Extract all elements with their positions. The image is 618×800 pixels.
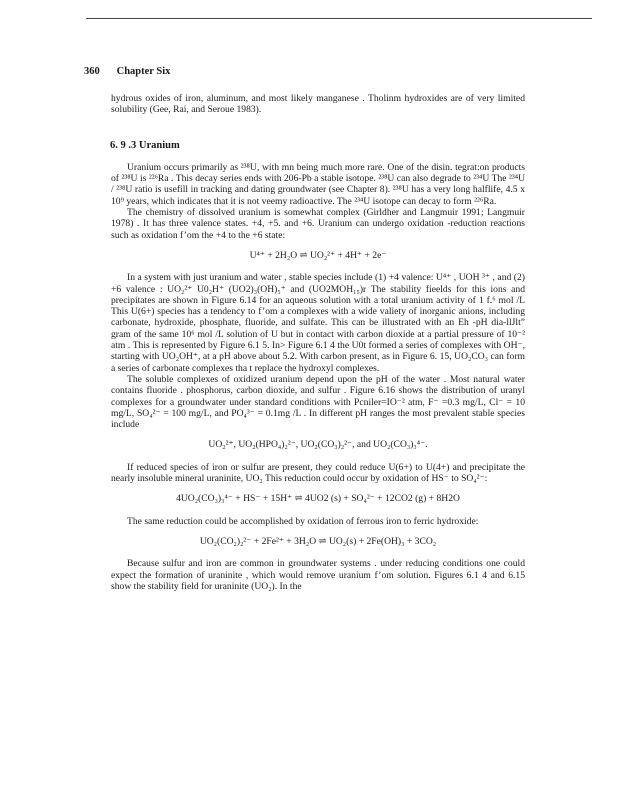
equation-ferrous-reduction: UO₂(CO₂)₂²⁻ + 2Fe²⁺ + 3H₂O ⇌ UO₂(s) + 2Fe(OH)₃ + 3CO₂ (199, 535, 437, 547)
paragraph-ferrous-reduction: The same reduction could be accomplished by oxidation of ferrous iron to ferric hydroxide: (127, 515, 479, 527)
header-rule (86, 18, 592, 19)
page-body (111, 93, 525, 592)
paragraph-uraninite: Because sulfur and iron are common in groundwater systems . under reducing conditions one could expect the formation of uraninite , which would remove uranium f’om solution. Figures 6.1 4 and 6.15 show the stability field for uraninite (UO₂). In the (111, 558, 525, 592)
paragraph-stable-species: In a system with just uranium and water , stable species include (1) +4 valence: U⁴⁺ , UOH ³⁺ , and (2) +6 valence : UO₂²⁺ U0₂H⁺ (UO2)₃(OH)₅⁺ and (UO2MOH₁₅)r The stability fieelds for this ions and precipitates are shown in Figure 6.14 for an aqueous solution with a total uranium activity of 1 f.⁶ mol /L This U(6+) species has a tendency to f’om a complexes with a wide valiety of inorganic anions, including carbonate, hydroxide, phosphate, fluoride, and sulfate. This can be illustrated with an Eh -pH dia-llJlt” gram of the same 10⁶ mol /L solution of U but in contact with carbon dioxide at a partial pressure of 10⁻² atm . This is represented by Figure 6.1 5. In> Figure 6.1 4 the U0t formed a series of complexes with OH⁻, starting with UO₂OH⁺, at a pH above about 5.2. With carbon present, as in Figure 6. 15, UO₂CO₃ can form a series of carbonate complexes tha t replace the hydroxyl complexes. (111, 272, 525, 374)
paragraph-reduction: If reduced species of iron or sulfur are present, they could reduce U(6+) to U(4+) and precipitate the nearly insoluble mineral uraninite, UO₂ This reduction could occur by oxidation of HS⁻ to SO₄²⁻: (111, 461, 525, 485)
section-heading: 6. 9 .3 Uranium (110, 139, 180, 151)
paragraph-uranium-chemistry: The chemistry of dissolved uranium is somewhat complex (Girldher and Langmuir 1991; Langmuir 1978) . It has three valence states. +4, +5. and +6. Uranium can undergo oxidation -reduction reactions such as oxidation f’om the +4 to the +6 state: (111, 207, 525, 241)
equation-sulfide-reduction: 4UO₂(CO₃)₃⁴⁻ + HS⁻ + 15H⁺ ⇌ 4UO2 (s) + SO₄²⁻ + 12CO2 (g) + 8H2O (176, 493, 460, 505)
paragraph-uranium-isotopes: Uranium occurs primarily as ²³⁸U, with mn being much more rare. One of the disin. tegrat:on products of ²³⁸U is ²²⁶Ra . This decay series ends with 206-Pb a stable isotope. ²³⁸U can also degrade to ²³⁴U The ²³⁴U / ²³⁸U ratio is usefill in tracking and dating groundwater (see Chapter 8). ²³⁸U has a very long halflife, 4.5 x 10⁹ years, which indicates that it is not veemy radioactive. The ²³⁴U isotope can decay to form ²²⁶Ra. (111, 161, 525, 207)
equation-species-list: UO₂²⁺, UO₂(HPO₄)₂²⁻, UO₂(CO₃)₂²⁻, and UO₂(CO₃)₃⁴⁻. (208, 439, 428, 451)
page-number: 360 (84, 66, 100, 77)
chapter-label: Chapter Six (116, 66, 171, 77)
intro-paragraph: hydrous oxides of iron, aluminum, and most likely manganese . Tholinm hydroxides are of very limited solubility (Gee, Rai, and Seroue 1983). (111, 93, 525, 116)
paragraph-soluble-complexes: The soluble complexes of oxidized uranium depend upon the pH of the water . Most natural water contains fluoride . phosphorus, carbon dioxide, and sulfur . Figure 6.16 shows the distribution of uranyl complexes for a groundwater under standard conditions with Pcniler=IO⁻² atm, F⁻ =0.3 mg/L, Cl⁻ = 10 mg/L, SO₄²⁻ = 100 mg/L, and PO₄³⁻ = 0.1mg /L . In different pH ranges the most prevalent stable species include (111, 373, 525, 431)
running-header (84, 66, 170, 77)
equation-oxidation: U⁴⁺ + 2H₂O ⇌ UO₂²⁺ + 4H⁺ + 2e⁻ (249, 249, 387, 261)
